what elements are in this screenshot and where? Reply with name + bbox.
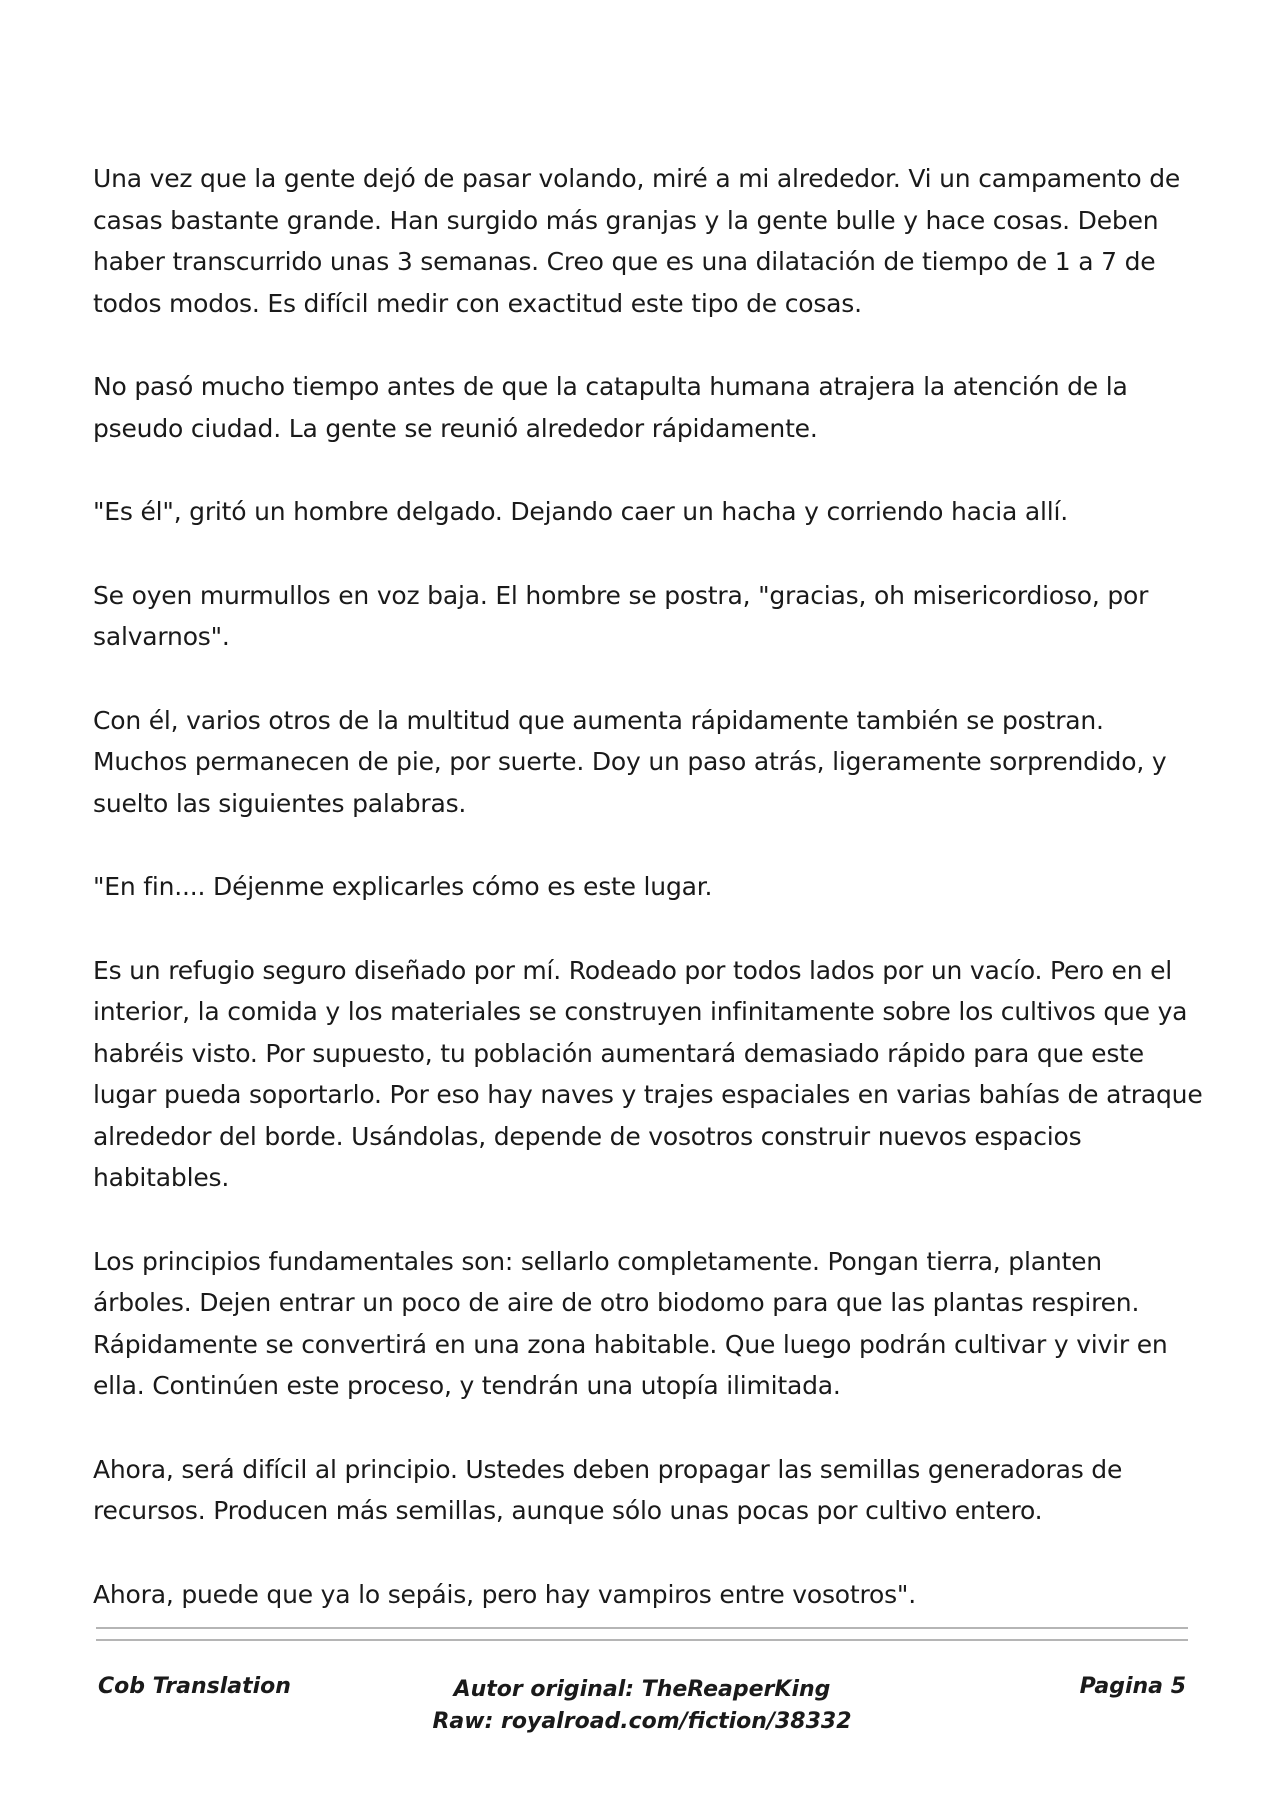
paragraph: Los principios fundamentales son: sellarlo completamente. Pongan tierra, planten árboles. Dejen entrar un poco de aire de otro biodomo para que las plantas respiren. Rápidamente se convertirá en una zona habitable. Que luego podrán cultivar y vivir en ella. Continúen este proceso, y tendrán una utopía ilimitada. xyxy=(93,1246,1168,1400)
paragraph: No pasó mucho tiempo antes de que la catapulta humana atrajera la atención de la pseudo ciudad. La gente se reunió alrededor rápidamente. xyxy=(93,372,1128,443)
paragraph: Ahora, puede que ya lo sepáis, pero hay vampiros entre vosotros". xyxy=(93,1579,916,1609)
paragraph: "Es él", gritó un hombre delgado. Dejando caer un hacha y corriendo hacia allí. xyxy=(93,497,1068,526)
paragraph: Ahora, será difícil al principio. Ustedes deben propagar las semillas generadoras de recursos. Producen más semillas, aunque sólo unas pocas por cultivo entero. xyxy=(93,1454,1123,1525)
footer-divider-top xyxy=(96,1627,1188,1629)
paragraph: "En fin.... Déjenme explicarles cómo es este lugar. xyxy=(93,872,713,901)
paragraph: Una vez que la gente dejó de pasar volando, miré a mi alrededor. Vi un campamento de casas bastante grande. Han surgido más granjas y la gente bulle y hace cosas. Deben haber transcurrido unas 3 semanas. Creo que es una dilatación de tiempo de 1 a 7 de todos modos. Es difícil medir con exactitud este tipo de cosas. xyxy=(93,164,1181,318)
paragraph: Es un refugio seguro diseñado por mí. Rodeado por todos lados por un vacío. Pero en el interior, la comida y los materiales se construyen infinitamente sobre los cultivos que ya habréis visto. Por supuesto, tu población aumentará demasiado rápido para que este lugar pueda soportarlo. Por eso hay naves y trajes espaciales en varias bahías de atraque alrededor del borde. Usándolas, depende de vosotros construir nuevos espacios habitables. xyxy=(93,955,1203,1192)
document-body xyxy=(93,158,1203,1657)
footer-page-number: Pagina 5 xyxy=(1079,1674,1186,1699)
footer-author: Autor original: TheReaperKing xyxy=(453,1677,831,1702)
footer-source: Raw: royalroad.com/fiction/38332 xyxy=(432,1709,852,1734)
paragraph: Con él, varios otros de la multitud que aumenta rápidamente también se postran. Muchos permanecen de pie, por suerte. Doy un paso atrás, ligeramente sorprendido, y suelto las siguientes palabras. xyxy=(93,705,1167,818)
paragraph: Se oyen murmullos en voz baja. El hombre se postra, "gracias, oh misericordioso, por salvarnos". xyxy=(93,580,1149,651)
footer-translator: Cob Translation xyxy=(98,1674,291,1699)
footer-divider-bottom xyxy=(96,1639,1188,1641)
footer-credits xyxy=(96,1674,1188,1738)
